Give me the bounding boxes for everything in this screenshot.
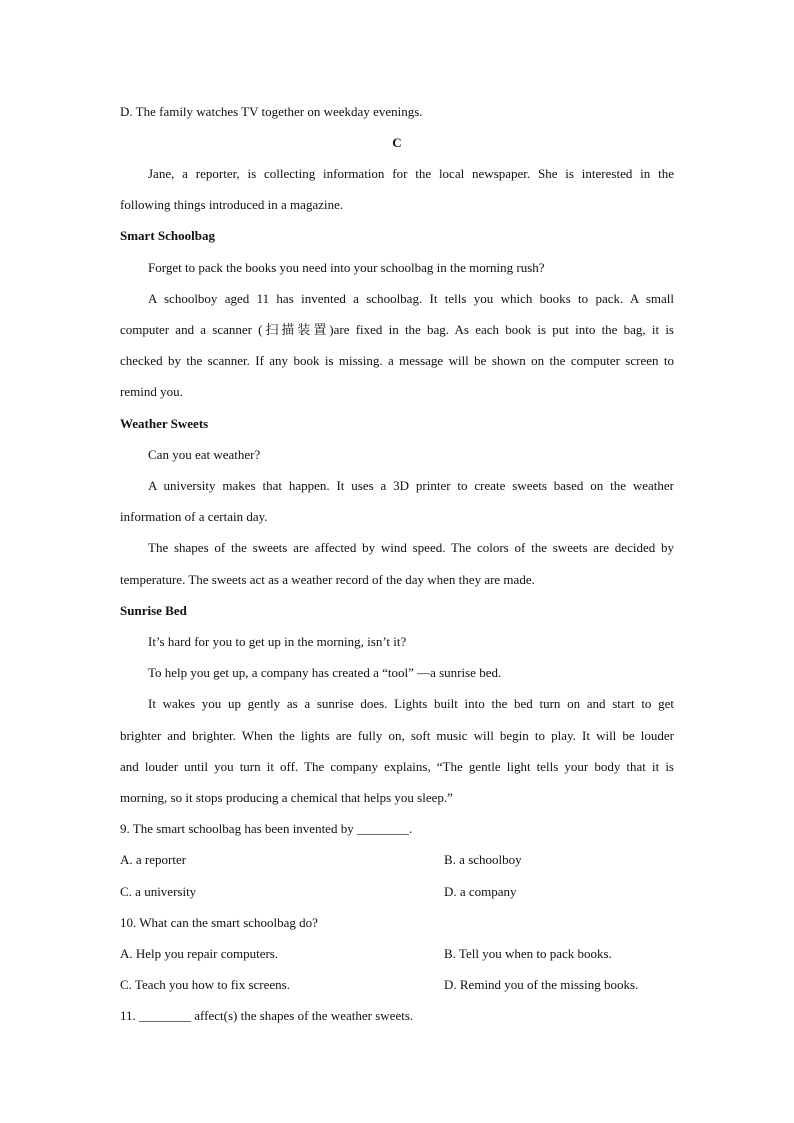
bed-text-line-4: morning, so it stops producing a chemical that helps you sleep.” (120, 790, 453, 805)
schoolbag-text-line-2: computer and a scanner (扫描装置)are fixed in the bag. As each book is put into the bag, it is (120, 322, 674, 337)
question-10-stem: 10. What can the smart schoolbag do? (120, 915, 318, 930)
bed-text-line-2: brighter and brighter. When the lights are fully on, soft music will begin to play. It will be louder (120, 728, 674, 743)
sweets-text-line-4: temperature. The sweets act as a weather record of the day when they are made. (120, 572, 535, 587)
question-11-stem: 11. ________ affect(s) the shapes of the weather sweets. (120, 1008, 414, 1023)
sweets-text-line-2: information of a certain day. (120, 509, 268, 524)
sweets-text-line-1: A university makes that happen. It uses a 3D printer to create sweets based on the weather (148, 478, 674, 493)
previous-option-d: D. The family watches TV together on weekday evenings. (120, 104, 423, 119)
bed-text-intro: To help you get up, a company has created a “tool” —a sunrise bed. (148, 665, 502, 680)
schoolbag-text-line-4: remind you. (120, 384, 183, 399)
question-10-option-a: A. Help you repair computers. (120, 946, 279, 961)
bed-text-line-3: and louder until you turn it off. The company explains, “The gentle light tells your body that it is (120, 759, 674, 774)
question-9-option-b: B. a schoolboy (444, 852, 522, 867)
section-letter: C (392, 135, 402, 150)
schoolbag-text-line-3: checked by the scanner. If any book is missing. a message will be shown on the computer screen to (120, 353, 674, 368)
question-9-stem: 9. The smart schoolbag has been invented by ________. (120, 821, 413, 836)
heading-sunrise-bed: Sunrise Bed (120, 603, 187, 618)
question-10-option-b: B. Tell you when to pack books. (444, 946, 612, 961)
question-9-option-c: C. a university (120, 884, 197, 899)
heading-weather-sweets: Weather Sweets (120, 416, 209, 431)
schoolbag-question: Forget to pack the books you need into your schoolbag in the morning rush? (148, 260, 545, 275)
question-10-option-c: C. Teach you how to fix screens. (120, 977, 290, 992)
question-9-option-a: A. a reporter (120, 852, 187, 867)
question-10-option-d: D. Remind you of the missing books. (444, 977, 639, 992)
bed-question: It’s hard for you to get up in the morning, isn’t it? (148, 634, 407, 649)
sweets-question: Can you eat weather? (148, 447, 261, 462)
heading-smart-schoolbag: Smart Schoolbag (120, 228, 215, 243)
intro-line-1: Jane, a reporter, is collecting information for the local newspaper. She is interested in the (148, 166, 674, 181)
sweets-text-line-3: The shapes of the sweets are affected by wind speed. The colors of the sweets are decided by (148, 540, 674, 555)
bed-text-line-1: It wakes you up gently as a sunrise does. Lights built into the bed turn on and start to get (148, 696, 674, 711)
intro-line-2: following things introduced in a magazine. (120, 197, 344, 212)
question-9-option-d: D. a company (444, 884, 517, 899)
schoolbag-text-line-1: A schoolboy aged 11 has invented a schoolbag. It tells you which books to pack. A small (148, 291, 674, 306)
